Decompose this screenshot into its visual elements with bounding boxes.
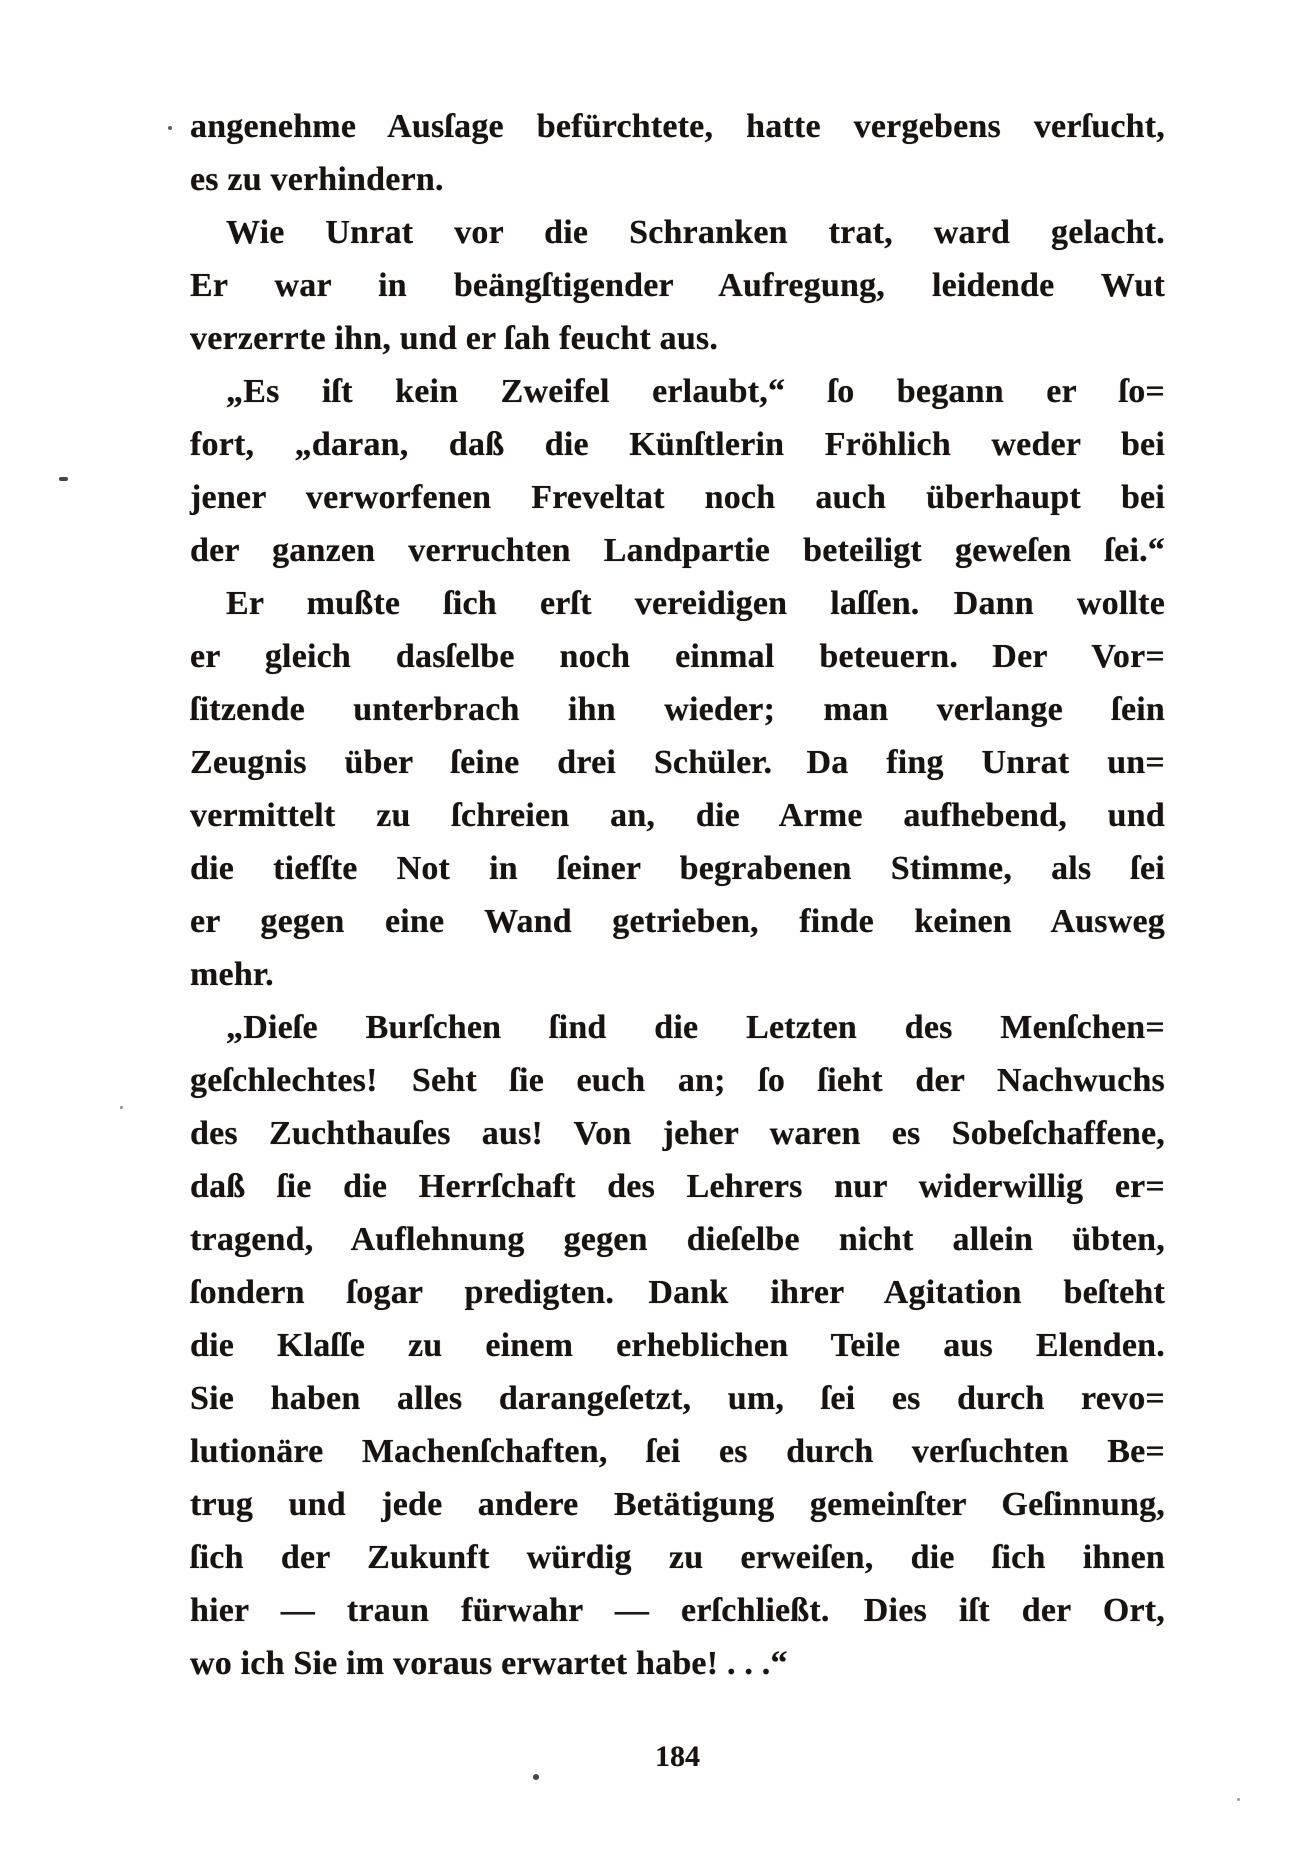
text-line: geſchlechtes! Seht ſie euch an; ſo ſieht der Nachwuchs — [190, 1062, 1165, 1099]
text-line: vermittelt zu ſchreien an, die Arme aufhebend, und — [190, 797, 1165, 834]
scan-speck — [1237, 1798, 1240, 1801]
text-line: „Dieſe Burſchen ſind die Letzten des Menſchen= — [226, 1009, 1165, 1046]
text-line: der ganzen verruchten Landpartie beteiligt geweſen ſei.“ — [190, 532, 1165, 569]
text-line: jener verworfenen Freveltat noch auch überhaupt bei — [190, 479, 1165, 516]
text-block — [190, 100, 1165, 1690]
scan-speck — [59, 477, 68, 481]
text-line: des Zuchthauſes aus! Von jeher waren es Sobeſchaffene, — [190, 1115, 1165, 1152]
text-line: Er war in beängſtigender Aufregung, leidende Wut — [190, 267, 1165, 304]
text-line: Er mußte ſich erſt vereidigen laſſen. Dann wollte — [226, 585, 1165, 622]
text-line: wo ich Sie im voraus erwartet habe! . . .“ — [190, 1645, 788, 1682]
text-line: Zeugnis über ſeine drei Schüler. Da fing Unrat un= — [190, 744, 1165, 781]
page-number: 184 — [655, 1740, 700, 1773]
text-line: angenehme Ausſage befürchtete, hatte vergebens verſucht, — [190, 108, 1165, 145]
text-line: „Es iſt kein Zweifel erlaubt,“ ſo begann er ſo= — [226, 373, 1165, 410]
text-line: ſich der Zukunft würdig zu erweiſen, die ſich ihnen — [190, 1539, 1165, 1576]
text-line: trug und jede andere Betätigung gemeinſter Geſinnung, — [190, 1486, 1165, 1523]
text-line: es zu verhindern. — [190, 161, 444, 198]
text-line: Wie Unrat vor die Schranken trat, ward gelacht. — [226, 214, 1165, 251]
text-line: fort, „daran, daß die Künſtlerin Fröhlich weder bei — [190, 426, 1165, 463]
scan-speck — [168, 126, 172, 130]
text-line: die Klaſſe zu einem erheblichen Teile aus Elenden. — [190, 1327, 1165, 1364]
text-line: lutionäre Machenſchaften, ſei es durch verſuchten Be= — [190, 1433, 1165, 1470]
text-line: er gegen eine Wand getrieben, finde keinen Ausweg — [190, 903, 1165, 940]
text-line: er gleich dasſelbe noch einmal beteuern. Der Vor= — [190, 638, 1165, 675]
text-line: Sie haben alles darangeſetzt, um, ſei es durch revo= — [190, 1380, 1165, 1417]
text-line: hier — traun fürwahr — erſchließt. Dies iſt der Ort, — [190, 1592, 1165, 1629]
text-line: verzerrte ihn, und er ſah feucht aus. — [190, 320, 719, 357]
text-line: die tiefſte Not in ſeiner begrabenen Stimme, als ſei — [190, 850, 1165, 887]
text-line: mehr. — [190, 956, 274, 993]
text-line: ſitzende unterbrach ihn wieder; man verlange ſein — [190, 691, 1165, 728]
scan-speck — [533, 1774, 539, 1780]
text-line: ſondern ſogar predigten. Dank ihrer Agitation beſteht — [190, 1274, 1165, 1311]
scan-speck — [120, 1106, 123, 1109]
text-line: tragend, Auflehnung gegen dieſelbe nicht allein übten, — [190, 1221, 1165, 1258]
text-line: daß ſie die Herrſchaft des Lehrers nur widerwillig er= — [190, 1168, 1165, 1205]
